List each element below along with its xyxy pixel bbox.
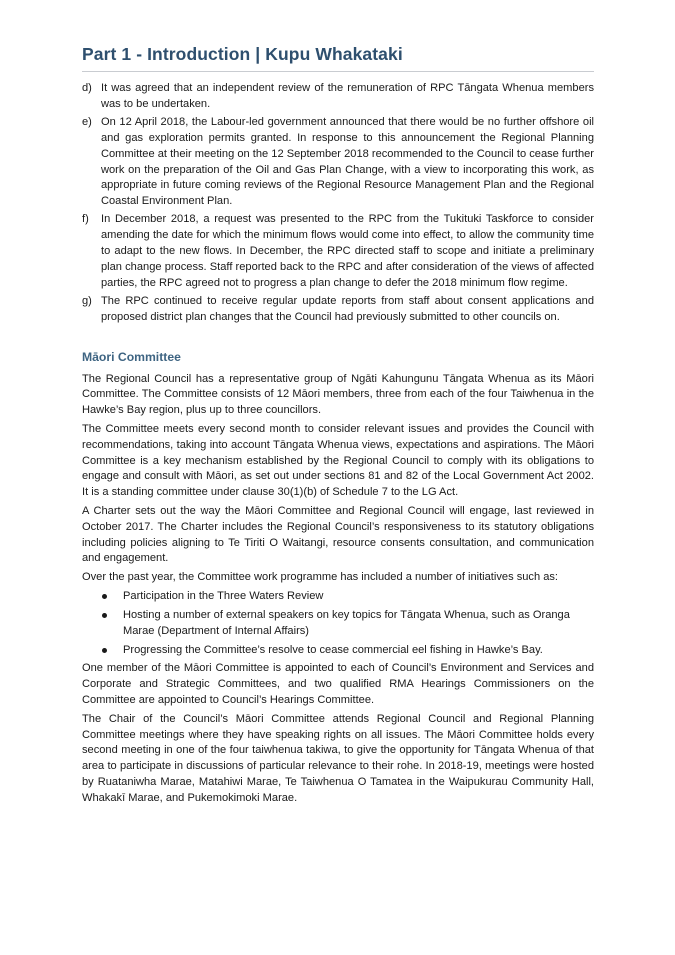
initiatives-bullet-list (82, 589, 594, 659)
list-item-text: The RPC continued to receive regular update reports from staff about consent applications and proposed district plan changes that the Council had previously submitted to other councils on. (101, 294, 594, 323)
list-marker: e) (82, 115, 92, 128)
lettered-list (82, 81, 594, 326)
section-heading-maori-committee: Māori Committee (82, 349, 181, 364)
list-item-g (82, 294, 594, 326)
bullet-icon (102, 648, 107, 653)
bullet-item (82, 608, 594, 640)
list-item-text: In December 2018, a request was presented to the RPC from the Tukituki Taskforce to consider amending the date for which the minimum flows would come into effect, to allow the community time to adapt to the new flows. In December, the RPC directed staff to scope and initiate a preliminary plan change process. Staff reported back to the RPC and after consideration of the views of affected parties, the RPC agreed not to progress a plan change to defer the 2018 minimum flow regime. (101, 213, 594, 289)
bullet-icon (102, 594, 107, 599)
list-item-f (82, 212, 594, 292)
paragraph: Over the past year, the Committee work programme has included a number of initiatives such as: (82, 570, 559, 583)
bullet-item (82, 643, 594, 659)
page-header (82, 44, 594, 72)
paragraph: A Charter sets out the way the Māori Committee and Regional Council will engage, last reviewed in October 2017. The Charter includes the Regional Council’s responsiveness to its statutory obligations including policies aligning to Te Tiriti O Waitangi, resource consents consultation, and communication and engagement. (82, 504, 594, 565)
paragraph: The Regional Council has a representative group of Ngāti Kahungunu Tāngata Whenua as its Māori Committee. The Committee consists of 12 Māori members, three from each of the four Taiwhenua in the Hawke’s Bay region, plus up to three councillors. (82, 372, 594, 417)
page-content (82, 81, 594, 810)
page-title: Part 1 - Introduction | Kupu Whakataki (82, 44, 403, 64)
bullet-text: Progressing the Committee’s resolve to cease commercial eel fishing in Hawke’s Bay. (123, 643, 543, 656)
bullet-text: Participation in the Three Waters Review (123, 589, 324, 602)
bullet-item (82, 589, 594, 605)
list-item-text: On 12 April 2018, the Labour-led government announced that there would be no further offshore oil and gas exploration permits granted. In response to this announcement the Regional Planning Committee at their meeting on the 12 September 2018 recommended to the Council to cease further work on the preparation of the Oil and Gas Plan Change, with a view to incorporating this work, as appropriate in future coming reviews of the Regional Resource Management Plan and the Regional Coastal Environment Plan. (101, 115, 594, 208)
list-item-e (82, 115, 594, 210)
list-item-d (82, 81, 594, 113)
paragraph: The Committee meets every second month to consider relevant issues and provides the Council with recommendations, taking into account Tāngata Whenua views, expectations and aspirations. The Māori Committee is a key mechanism established by the Regional Council to comply with its obligations to engage and consult with Māori, as set out under sections 81 and 82 of the Local Government Act 2002. It is a standing committee under clause 30(1)(b) of Schedule 7 to the LG Act. (82, 422, 594, 499)
list-marker: d) (82, 82, 92, 94)
paragraph: The Chair of the Council’s Māori Committee attends Regional Council and Regional Planning Committee meetings where they have speaking rights on all issues. The Māori Committee holds every second meeting in one of the four taiwhenua takiwa, to give the opportunity for Tāngata Whenua of that area to participate in discussions of particular relevance to their rohe. In 2018-19, meetings were hosted by Ruataniwha Marae, Matahiwi Marae, Te Taiwhenua O Tamatea in the Waipukurau Community Hall, Whakakī Marae, and Pukemokimoki Marae. (82, 712, 594, 805)
paragraph: One member of the Māori Committee is appointed to each of Council’s Environment and Services and Corporate and Strategic Committees, and two qualified RMA Hearings Commissioners on the Committee are appointed to Council’s Hearings Committee. (82, 662, 594, 707)
list-marker: f) (82, 213, 89, 226)
list-item-text: It was agreed that an independent review of the remuneration of RPC Tāngata Whenua members was to be undertaken. (101, 82, 594, 110)
bullet-icon (102, 613, 107, 618)
bullet-text: Hosting a number of external speakers on key topics for Tāngata Whenua, such as Oranga Marae (Department of Internal Affairs) (123, 608, 570, 637)
list-marker: g) (82, 294, 92, 307)
